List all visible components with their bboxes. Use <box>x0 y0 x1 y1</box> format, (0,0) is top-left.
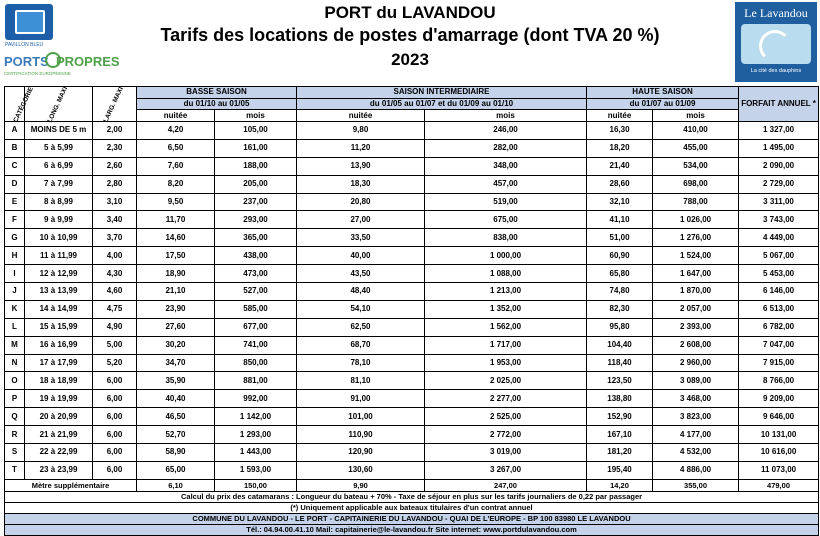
header-forfait-annuel: FORFAIT ANNUEL * <box>739 87 819 122</box>
row-inter-mois: 1 352,00 <box>425 300 587 318</box>
row-inter-mois: 675,00 <box>425 211 587 229</box>
row-basse-mois: 850,00 <box>215 354 297 372</box>
row-basse-mois: 881,00 <box>215 372 297 390</box>
row-categorie: E <box>5 193 25 211</box>
row-forfait-annuel: 5 453,00 <box>739 265 819 283</box>
row-haute-nuitee: 195,40 <box>587 461 653 479</box>
row-haute-mois: 455,00 <box>653 139 739 157</box>
row-haute-nuitee: 152,90 <box>587 408 653 426</box>
row-haute-mois: 788,00 <box>653 193 739 211</box>
extra-meter-forfait: 479,00 <box>739 480 819 492</box>
row-inter-nuitee: 81,10 <box>297 372 425 390</box>
row-basse-nuitee: 23,90 <box>137 300 215 318</box>
row-inter-nuitee: 62,50 <box>297 318 425 336</box>
row-haute-mois: 1 524,00 <box>653 247 739 265</box>
row-haute-nuitee: 21,40 <box>587 157 653 175</box>
footer-address: COMMUNE DU LAVANDOU - LE PORT - CAPITAINERIE DU LAVANDOU - QUAI DE L'EUROPE - BP 100 83980 LE LAVANDOU <box>5 514 819 525</box>
row-largeur: 6,00 <box>93 408 137 426</box>
table-row <box>5 247 819 265</box>
row-inter-nuitee: 110,90 <box>297 426 425 444</box>
row-basse-nuitee: 40,40 <box>137 390 215 408</box>
table-row <box>5 139 819 157</box>
table-row <box>5 318 819 336</box>
row-inter-nuitee: 9,80 <box>297 122 425 140</box>
ports-propres-word1: PORTS <box>4 54 49 69</box>
row-largeur: 3,10 <box>93 193 137 211</box>
row-forfait-annuel: 2 729,00 <box>739 175 819 193</box>
row-largeur: 4,75 <box>93 300 137 318</box>
row-inter-mois: 2 772,00 <box>425 426 587 444</box>
table-row <box>5 175 819 193</box>
row-haute-mois: 2 057,00 <box>653 300 739 318</box>
row-basse-mois: 105,00 <box>215 122 297 140</box>
row-basse-mois: 1 593,00 <box>215 461 297 479</box>
header-inter-dates: du 01/05 au 01/07 et du 01/09 au 01/10 <box>297 98 587 110</box>
row-forfait-annuel: 6 146,00 <box>739 283 819 301</box>
row-inter-mois: 1 717,00 <box>425 336 587 354</box>
row-largeur: 6,00 <box>93 390 137 408</box>
row-forfait-annuel: 10 131,00 <box>739 426 819 444</box>
row-forfait-annuel: 7 915,00 <box>739 354 819 372</box>
row-inter-mois: 2 025,00 <box>425 372 587 390</box>
row-largeur: 2,80 <box>93 175 137 193</box>
row-basse-nuitee: 6,50 <box>137 139 215 157</box>
row-longueur: 6 à 6,99 <box>25 157 93 175</box>
table-row <box>5 336 819 354</box>
le-lavandou-logo-tagline: La cité des dauphins <box>750 68 802 74</box>
row-forfait-annuel: 1 495,00 <box>739 139 819 157</box>
extra-meter-basse-nuitee: 6,10 <box>137 480 215 492</box>
row-inter-mois: 1 953,00 <box>425 354 587 372</box>
dolphin-wave-icon <box>741 24 811 64</box>
row-basse-nuitee: 27,60 <box>137 318 215 336</box>
table-row <box>5 461 819 479</box>
row-haute-mois: 3 468,00 <box>653 390 739 408</box>
row-largeur: 2,00 <box>93 122 137 140</box>
catamaran-note: Calcul du prix des catamarans : Longueur du bateau + 70% - Taxe de séjour en plus sur les tarifs journaliers de 0,22 par passager <box>5 492 819 503</box>
row-forfait-annuel: 1 327,00 <box>739 122 819 140</box>
row-basse-nuitee: 46,50 <box>137 408 215 426</box>
row-categorie: O <box>5 372 25 390</box>
row-largeur: 6,00 <box>93 372 137 390</box>
le-lavandou-logo-name: Le Lavandou <box>744 6 808 20</box>
row-haute-nuitee: 123,50 <box>587 372 653 390</box>
row-basse-nuitee: 11,70 <box>137 211 215 229</box>
row-inter-nuitee: 27,00 <box>297 211 425 229</box>
row-largeur: 6,00 <box>93 426 137 444</box>
row-categorie: R <box>5 426 25 444</box>
row-inter-mois: 246,00 <box>425 122 587 140</box>
row-categorie: P <box>5 390 25 408</box>
row-basse-nuitee: 65,00 <box>137 461 215 479</box>
table-row <box>5 300 819 318</box>
row-basse-mois: 161,00 <box>215 139 297 157</box>
row-basse-mois: 473,00 <box>215 265 297 283</box>
row-basse-mois: 677,00 <box>215 318 297 336</box>
row-basse-nuitee: 58,90 <box>137 444 215 462</box>
asterisk-note: (*) Uniquement applicable aux bateaux titulaires d'un contrat annuel <box>5 503 819 514</box>
row-categorie: D <box>5 175 25 193</box>
row-largeur: 6,00 <box>93 461 137 479</box>
row-haute-mois: 2 393,00 <box>653 318 739 336</box>
row-forfait-annuel: 4 449,00 <box>739 229 819 247</box>
le-lavandou-logo <box>735 2 817 82</box>
row-haute-mois: 1 026,00 <box>653 211 739 229</box>
row-haute-mois: 3 089,00 <box>653 372 739 390</box>
row-haute-mois: 3 823,00 <box>653 408 739 426</box>
table-row <box>5 408 819 426</box>
row-basse-nuitee: 30,20 <box>137 336 215 354</box>
row-inter-nuitee: 43,50 <box>297 265 425 283</box>
row-forfait-annuel: 2 090,00 <box>739 157 819 175</box>
tariff-table-body <box>5 122 819 480</box>
table-row <box>5 444 819 462</box>
row-haute-mois: 4 886,00 <box>653 461 739 479</box>
row-inter-mois: 519,00 <box>425 193 587 211</box>
row-inter-nuitee: 130,60 <box>297 461 425 479</box>
row-inter-mois: 1 213,00 <box>425 283 587 301</box>
row-largeur: 2,60 <box>93 157 137 175</box>
row-haute-nuitee: 74,80 <box>587 283 653 301</box>
row-inter-mois: 838,00 <box>425 229 587 247</box>
header-mois: mois <box>215 110 297 122</box>
ports-propres-logo <box>4 50 120 80</box>
row-haute-nuitee: 82,30 <box>587 300 653 318</box>
row-inter-mois: 282,00 <box>425 139 587 157</box>
row-haute-nuitee: 65,80 <box>587 265 653 283</box>
row-inter-mois: 1 088,00 <box>425 265 587 283</box>
row-haute-mois: 534,00 <box>653 157 739 175</box>
row-largeur: 4,90 <box>93 318 137 336</box>
row-inter-nuitee: 33,50 <box>297 229 425 247</box>
row-largeur: 4,60 <box>93 283 137 301</box>
row-forfait-annuel: 6 782,00 <box>739 318 819 336</box>
row-largeur: 6,00 <box>93 444 137 462</box>
header-mois: mois <box>653 110 739 122</box>
row-inter-nuitee: 48,40 <box>297 283 425 301</box>
row-basse-nuitee: 18,90 <box>137 265 215 283</box>
row-basse-mois: 237,00 <box>215 193 297 211</box>
row-haute-mois: 1 276,00 <box>653 229 739 247</box>
header-saison-intermediaire: SAISON INTERMEDIAIRE <box>297 87 587 99</box>
extra-meter-basse-mois: 150,00 <box>215 480 297 492</box>
header-largeur: LARG. MAXI <box>93 87 137 122</box>
extra-meter-label: Mètre supplémentaire <box>5 480 137 492</box>
row-longueur: 19 à 19,99 <box>25 390 93 408</box>
row-basse-nuitee: 52,70 <box>137 426 215 444</box>
row-longueur: 22 à 22,99 <box>25 444 93 462</box>
header-basse-dates: du 01/10 au 01/05 <box>137 98 297 110</box>
row-categorie: T <box>5 461 25 479</box>
row-largeur: 5,00 <box>93 336 137 354</box>
table-row <box>5 354 819 372</box>
row-basse-mois: 1 293,00 <box>215 426 297 444</box>
extra-meter-inter-mois: 247,00 <box>425 480 587 492</box>
row-categorie: H <box>5 247 25 265</box>
header-nuitee: nuitée <box>587 110 653 122</box>
extra-meter-haute-nuitee: 14,20 <box>587 480 653 492</box>
row-largeur: 2,30 <box>93 139 137 157</box>
row-basse-nuitee: 21,10 <box>137 283 215 301</box>
row-haute-mois: 1 647,00 <box>653 265 739 283</box>
row-haute-nuitee: 138,80 <box>587 390 653 408</box>
row-haute-mois: 4 532,00 <box>653 444 739 462</box>
row-inter-mois: 1 000,00 <box>425 247 587 265</box>
row-haute-nuitee: 16,30 <box>587 122 653 140</box>
row-inter-nuitee: 40,00 <box>297 247 425 265</box>
row-categorie: N <box>5 354 25 372</box>
extra-meter-haute-mois: 355,00 <box>653 480 739 492</box>
table-row <box>5 193 819 211</box>
row-categorie: I <box>5 265 25 283</box>
row-basse-nuitee: 35,90 <box>137 372 215 390</box>
row-haute-nuitee: 18,20 <box>587 139 653 157</box>
row-categorie: J <box>5 283 25 301</box>
row-forfait-annuel: 3 311,00 <box>739 193 819 211</box>
row-longueur: 14 à 14,99 <box>25 300 93 318</box>
row-basse-mois: 205,00 <box>215 175 297 193</box>
row-forfait-annuel: 9 646,00 <box>739 408 819 426</box>
table-row <box>5 283 819 301</box>
row-longueur: 18 à 18,99 <box>25 372 93 390</box>
ports-propres-caption: CERTIFICATION EUROPÉENNE <box>4 71 71 76</box>
row-haute-nuitee: 60,90 <box>587 247 653 265</box>
row-basse-nuitee: 8,20 <box>137 175 215 193</box>
row-haute-mois: 698,00 <box>653 175 739 193</box>
footer-contact: Tél.: 04.94.00.41.10 Mail: capitainerie@le-lavandou.fr Site internet: www.portdulavandou.com <box>5 525 819 536</box>
row-basse-mois: 188,00 <box>215 157 297 175</box>
row-longueur: 9 à 9,99 <box>25 211 93 229</box>
row-categorie: C <box>5 157 25 175</box>
table-row <box>5 426 819 444</box>
row-forfait-annuel: 7 047,00 <box>739 336 819 354</box>
row-longueur: 11 à 11,99 <box>25 247 93 265</box>
row-inter-nuitee: 20,80 <box>297 193 425 211</box>
row-basse-mois: 365,00 <box>215 229 297 247</box>
row-categorie: K <box>5 300 25 318</box>
row-forfait-annuel: 10 616,00 <box>739 444 819 462</box>
row-haute-nuitee: 41,10 <box>587 211 653 229</box>
header-basse-saison: BASSE SAISON <box>137 87 297 99</box>
tariff-table <box>4 86 819 536</box>
row-inter-nuitee: 68,70 <box>297 336 425 354</box>
row-basse-mois: 585,00 <box>215 300 297 318</box>
row-longueur: 5 à 5,99 <box>25 139 93 157</box>
row-haute-nuitee: 181,20 <box>587 444 653 462</box>
row-largeur: 3,70 <box>93 229 137 247</box>
table-row <box>5 157 819 175</box>
header-nuitee: nuitée <box>137 110 215 122</box>
row-categorie: B <box>5 139 25 157</box>
row-forfait-annuel: 11 073,00 <box>739 461 819 479</box>
row-inter-mois: 1 562,00 <box>425 318 587 336</box>
row-categorie: Q <box>5 408 25 426</box>
row-categorie: S <box>5 444 25 462</box>
table-row <box>5 390 819 408</box>
row-forfait-annuel: 6 513,00 <box>739 300 819 318</box>
row-basse-nuitee: 7,60 <box>137 157 215 175</box>
row-basse-nuitee: 9,50 <box>137 193 215 211</box>
row-inter-mois: 2 525,00 <box>425 408 587 426</box>
table-row <box>5 229 819 247</box>
row-longueur: 15 à 15,99 <box>25 318 93 336</box>
row-haute-mois: 1 870,00 <box>653 283 739 301</box>
row-forfait-annuel: 3 743,00 <box>739 211 819 229</box>
page-header <box>0 0 820 84</box>
row-longueur: 13 à 13,99 <box>25 283 93 301</box>
row-inter-nuitee: 78,10 <box>297 354 425 372</box>
page-year: 2023 <box>391 50 429 69</box>
row-inter-nuitee: 18,30 <box>297 175 425 193</box>
row-longueur: 20 à 20,99 <box>25 408 93 426</box>
row-haute-mois: 2 960,00 <box>653 354 739 372</box>
row-categorie: M <box>5 336 25 354</box>
table-row <box>5 372 819 390</box>
row-haute-nuitee: 95,80 <box>587 318 653 336</box>
row-haute-mois: 410,00 <box>653 122 739 140</box>
row-largeur: 5,20 <box>93 354 137 372</box>
row-inter-nuitee: 11,20 <box>297 139 425 157</box>
row-basse-mois: 527,00 <box>215 283 297 301</box>
row-longueur: 7 à 7,99 <box>25 175 93 193</box>
row-inter-mois: 348,00 <box>425 157 587 175</box>
row-basse-mois: 438,00 <box>215 247 297 265</box>
row-basse-nuitee: 14,60 <box>137 229 215 247</box>
pavillon-bleu-caption: PAVILLON BLEU <box>5 42 44 48</box>
page-title: PORT du LAVANDOU <box>324 3 496 22</box>
row-longueur: 16 à 16,99 <box>25 336 93 354</box>
row-basse-nuitee: 4,20 <box>137 122 215 140</box>
row-basse-mois: 741,00 <box>215 336 297 354</box>
row-haute-nuitee: 51,00 <box>587 229 653 247</box>
row-inter-nuitee: 91,00 <box>297 390 425 408</box>
row-largeur: 4,30 <box>93 265 137 283</box>
ports-propres-word2: PROPRES <box>56 54 120 69</box>
row-inter-nuitee: 120,90 <box>297 444 425 462</box>
table-row <box>5 265 819 283</box>
row-categorie: F <box>5 211 25 229</box>
row-longueur: MOINS DE 5 m <box>25 122 93 140</box>
header-nuitee: nuitée <box>297 110 425 122</box>
row-categorie: A <box>5 122 25 140</box>
pavillon-bleu-logo <box>5 4 53 48</box>
row-inter-mois: 3 019,00 <box>425 444 587 462</box>
row-longueur: 17 à 17,99 <box>25 354 93 372</box>
row-forfait-annuel: 9 209,00 <box>739 390 819 408</box>
row-forfait-annuel: 5 067,00 <box>739 247 819 265</box>
row-haute-mois: 2 608,00 <box>653 336 739 354</box>
row-basse-mois: 992,00 <box>215 390 297 408</box>
row-haute-nuitee: 118,40 <box>587 354 653 372</box>
row-basse-mois: 293,00 <box>215 211 297 229</box>
header-haute-dates: du 01/07 au 01/09 <box>587 98 739 110</box>
row-inter-mois: 457,00 <box>425 175 587 193</box>
header-mois: mois <box>425 110 587 122</box>
row-haute-nuitee: 32,10 <box>587 193 653 211</box>
row-basse-nuitee: 34,70 <box>137 354 215 372</box>
row-basse-mois: 1 142,00 <box>215 408 297 426</box>
row-longueur: 8 à 8,99 <box>25 193 93 211</box>
row-longueur: 23 à 23,99 <box>25 461 93 479</box>
row-haute-nuitee: 104,40 <box>587 336 653 354</box>
row-largeur: 4,00 <box>93 247 137 265</box>
header-categorie: CATÉGORIE <box>5 87 25 122</box>
row-longueur: 21 à 21,99 <box>25 426 93 444</box>
header-longueur: LONG. MAXI <box>25 87 93 122</box>
row-inter-nuitee: 54,10 <box>297 300 425 318</box>
row-longueur: 10 à 10,99 <box>25 229 93 247</box>
row-haute-nuitee: 167,10 <box>587 426 653 444</box>
row-inter-nuitee: 101,00 <box>297 408 425 426</box>
row-forfait-annuel: 8 766,00 <box>739 372 819 390</box>
header-haute-saison: HAUTE SAISON <box>587 87 739 99</box>
row-largeur: 3,40 <box>93 211 137 229</box>
row-inter-mois: 2 277,00 <box>425 390 587 408</box>
blue-flag-icon <box>15 10 45 34</box>
table-row <box>5 211 819 229</box>
extra-meter-inter-nuitee: 9,90 <box>297 480 425 492</box>
row-inter-mois: 3 267,00 <box>425 461 587 479</box>
row-categorie: G <box>5 229 25 247</box>
page-subtitle: Tarifs des locations de postes d'amarrage (dont TVA 20 %) <box>160 25 660 45</box>
row-haute-mois: 4 177,00 <box>653 426 739 444</box>
row-inter-nuitee: 13,90 <box>297 157 425 175</box>
row-basse-nuitee: 17,50 <box>137 247 215 265</box>
row-longueur: 12 à 12,99 <box>25 265 93 283</box>
row-categorie: L <box>5 318 25 336</box>
table-row <box>5 122 819 140</box>
row-basse-mois: 1 443,00 <box>215 444 297 462</box>
row-haute-nuitee: 28,60 <box>587 175 653 193</box>
